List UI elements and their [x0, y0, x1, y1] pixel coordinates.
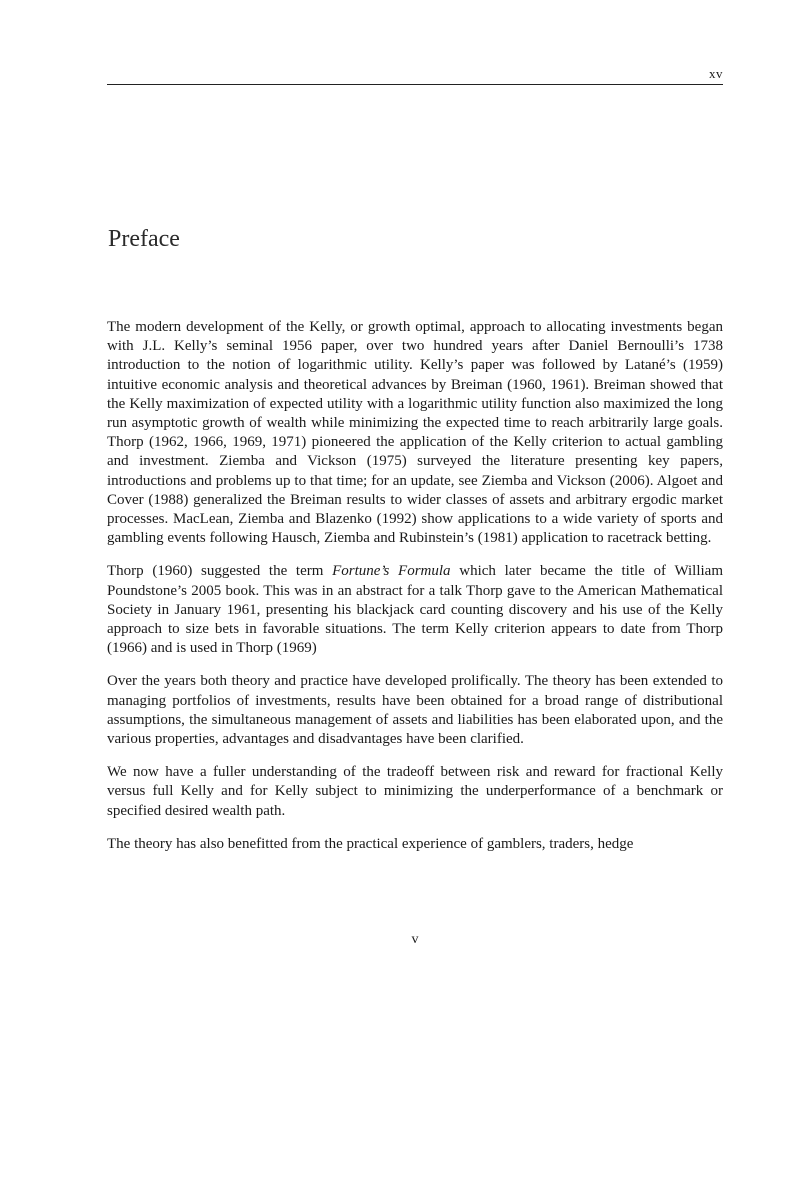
paragraph-5: The theory has also benefitted from the practical experience of gamblers, traders, hedge: [107, 835, 634, 852]
chapter-title: Preface: [108, 226, 180, 252]
page-folio: v: [411, 932, 419, 947]
paragraph-2-before: Thorp (1960) suggested the term: [107, 563, 333, 580]
running-head-page-number: xv: [709, 66, 723, 81]
paragraph-3: Over the years both theory and practice have developed prolifically. The theory has been extended to managing portfolios of investments, results have been obtained for a broad range of distributional assumptions, the simultaneous management of assets and liabilities has been elaborated upon, and the various properties, advantages and disadvantages have been clarified.: [107, 673, 723, 748]
header-rule: [107, 84, 723, 85]
book-title-emphasis: Fortune’s Formula: [332, 563, 451, 580]
paragraph-2: [107, 562, 723, 658]
paragraph-2-after: which later became the title of William Poundstone’s 2005 book. This was in an abstract for a talk Thorp gave to the American Mathematical Society in January 1961, presenting his blackjack card counting discovery and his use of the Kelly approach to size bets in favorable situations. The term Kelly criterion appears to date from Thorp (1966) and is used in Thorp (1969): [107, 563, 723, 657]
paragraph-1: The modern development of the Kelly, or growth optimal, approach to allocating investments began with J.L. Kelly’s seminal 1956 paper, over two hundred years after Daniel Bernoulli’s 1738 introduction to the notion of logarithmic utility. Kelly’s paper was followed by Latané’s (1959) intuitive economic analysis and theoretical advances by Breiman (1960, 1961). Breiman showed that the Kelly maximization of expected utility with a logarithmic utility function also maximized the long run asymptotic growth of wealth while minimizing the expected time to reach arbitrarily large goals. Thorp (1962, 1966, 1969, 1971) pioneered the application of the Kelly criterion to actual gambling and investment. Ziemba and Vickson (1975) surveyed the literature presenting key papers, introductions and problems up to that time; for an update, see Ziemba and Vickson (2006). Algoet and Cover (1988) generalized the Breiman results to wider classes of assets and arbitrary ergodic market processes. MacLean, Ziemba and Blazenko (1992) show applications to a wide variety of sports and gambling events following Hausch, Ziemba and Rubinstein’s (1981) application to racetrack betting.: [107, 319, 723, 547]
body-text: [107, 318, 723, 854]
paragraph-4: We now have a fuller understanding of the tradeoff between risk and reward for fractional Kelly versus full Kelly and for Kelly subject to minimizing the underperformance of a benchmark or specified desired wealth path.: [107, 764, 723, 819]
